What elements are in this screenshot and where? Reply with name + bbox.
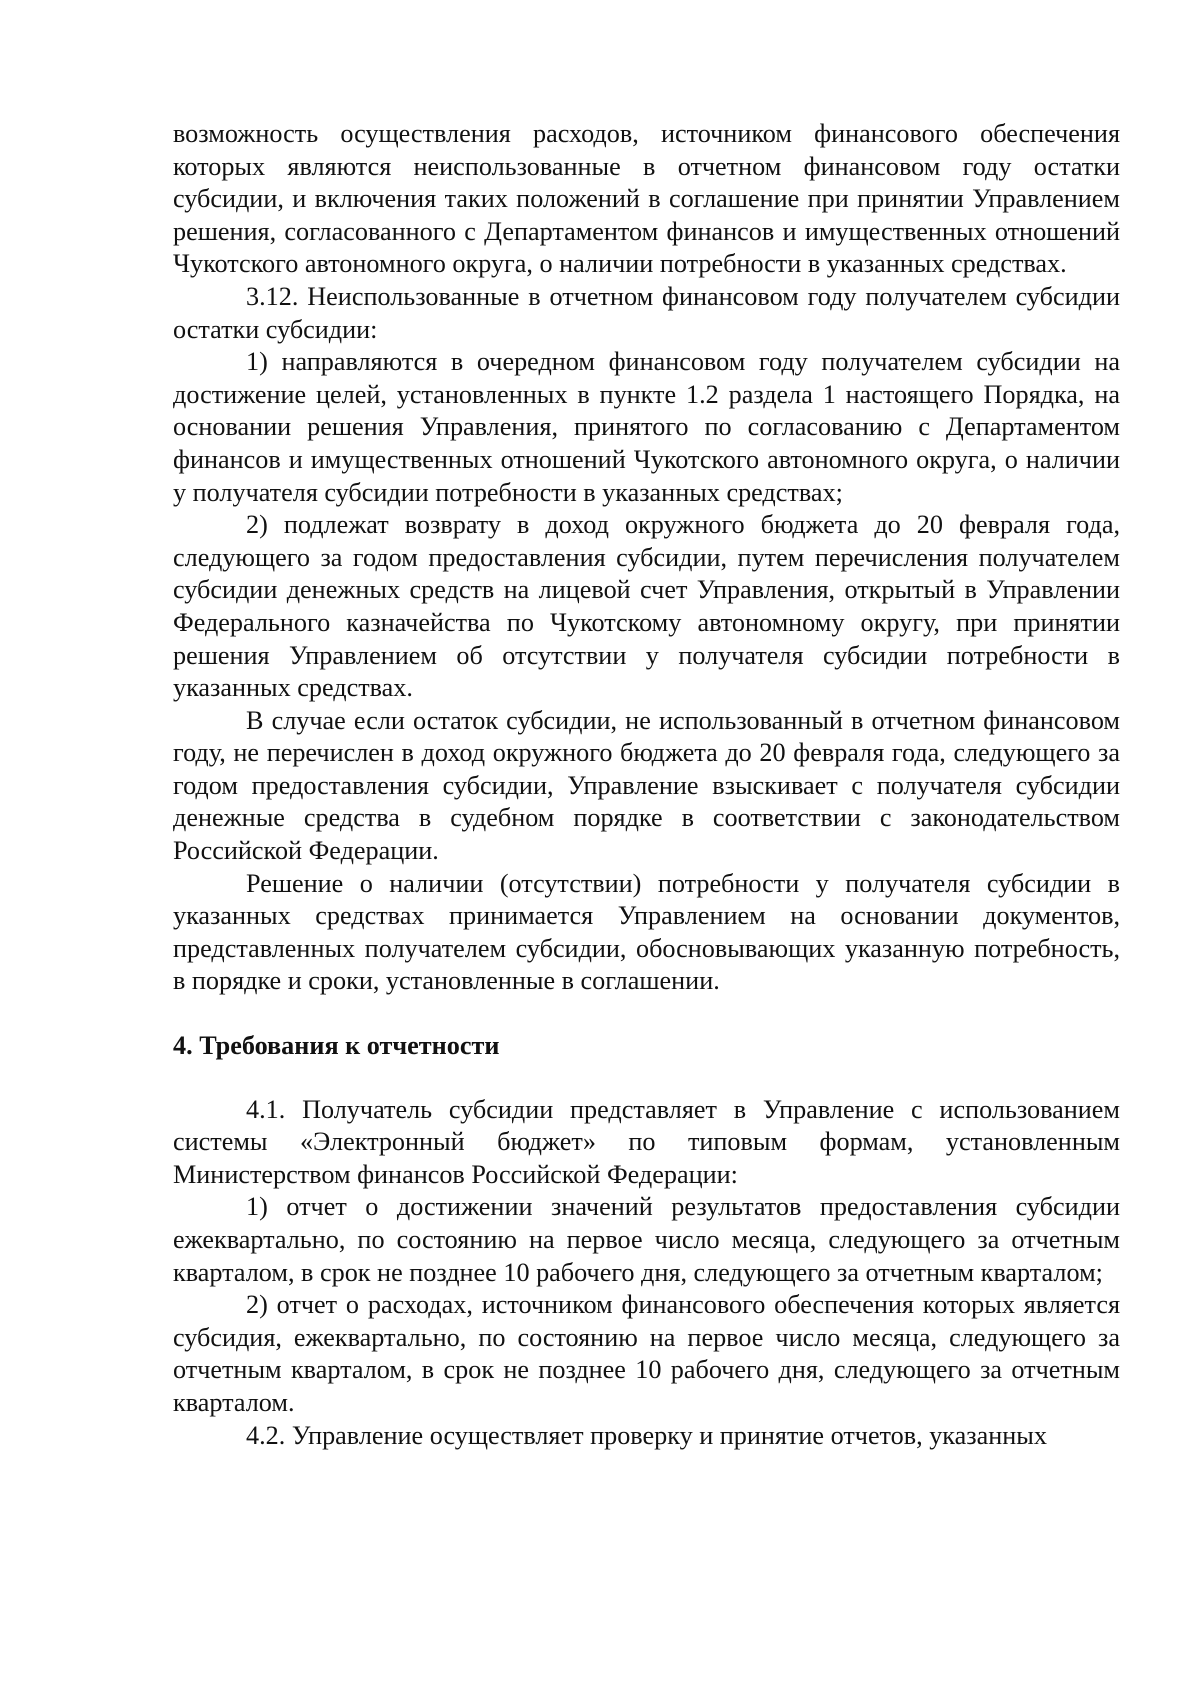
paragraph-4-2: 4.2. Управление осуществляет проверку и принятие отчетов, указанных [246, 1420, 1047, 1450]
paragraph-expense-possibility: возможность осуществления расходов, источником финансового обеспечения которых являются неиспользованные в отчетном финансовом году остатки субсидии, и включения таких положений в соглашение при принятии Управлением решения, согласованного с Департаментом финансов и имущественных отношений Чукотского автономного округа, о наличии потребности в указанных средствах. [173, 119, 1120, 279]
paragraph-need-decision: Решение о наличии (отсутствии) потребности у получателя субсидии в указанных средствах принимается Управлением на основании документов, представленных получателем субсидии, обосновывающих указанную потребность, в порядке и сроки, установленные в соглашении. [173, 868, 1120, 996]
paragraph-3-12: 3.12. Неиспользованные в отчетном финансовом году получателем субсидии остатки субсидии: [173, 281, 1120, 344]
paragraph-4-1: 4.1. Получатель субсидии представляет в Управление с использованием системы «Электронный бюджет» по типовым формам, установленным Министерством финансов Российской Федерации: [173, 1094, 1120, 1189]
document-page [173, 118, 1120, 1452]
paragraph-4-1-item-1: 1) отчет о достижении значений результатов предоставления субсидии ежеквартально, по состоянию на первое число месяца, следующего за отчетным кварталом, в срок не позднее 10 рабочего дня, следующего за отчетным кварталом; [173, 1192, 1120, 1287]
paragraph-unused-balance-recovery: В случае если остаток субсидии, не использованный в отчетном финансовом году, не перечислен в доход окружного бюджета до 20 февраля года, следующего за годом предоставления субсидии, Управление взыскивает с получателя субсидии денежные средства в судебном порядке в соответствии с законодательством Российской Федерации. [173, 705, 1120, 866]
paragraph-3-12-item-2: 2) подлежат возврату в доход окружного бюджета до 20 февраля года, следующего за годом предоставления субсидии, путем перечисления получателем субсидии денежных средств на лицевой счет Управления, открытый в Управлении Федерального казначейства по Чукотскому автономному округу, при принятии решения Управлением об отсутствии у получателя субсидии потребности в указанных средствах. [173, 510, 1120, 703]
paragraph-3-12-item-1: 1) направляются в очередном финансовом году получателем субсидии на достижение целей, установленных в пункте 1.2 раздела 1 настоящего Порядка, на основании решения Управления, принятого по согласованию с Департаментом финансов и имущественных отношений Чукотского автономного округа, о наличии у получателя субсидии потребности в указанных средствах; [173, 347, 1120, 507]
paragraph-4-1-item-2: 2) отчет о расходах, источником финансового обеспечения которых является субсидия, ежеквартально, по состоянию на первое число месяца, следующего за отчетным кварталом, в срок не позднее 10 рабочего дня, следующего за отчетным кварталом. [173, 1290, 1120, 1417]
section-heading-reporting: 4. Требования к отчетности [173, 1031, 500, 1061]
